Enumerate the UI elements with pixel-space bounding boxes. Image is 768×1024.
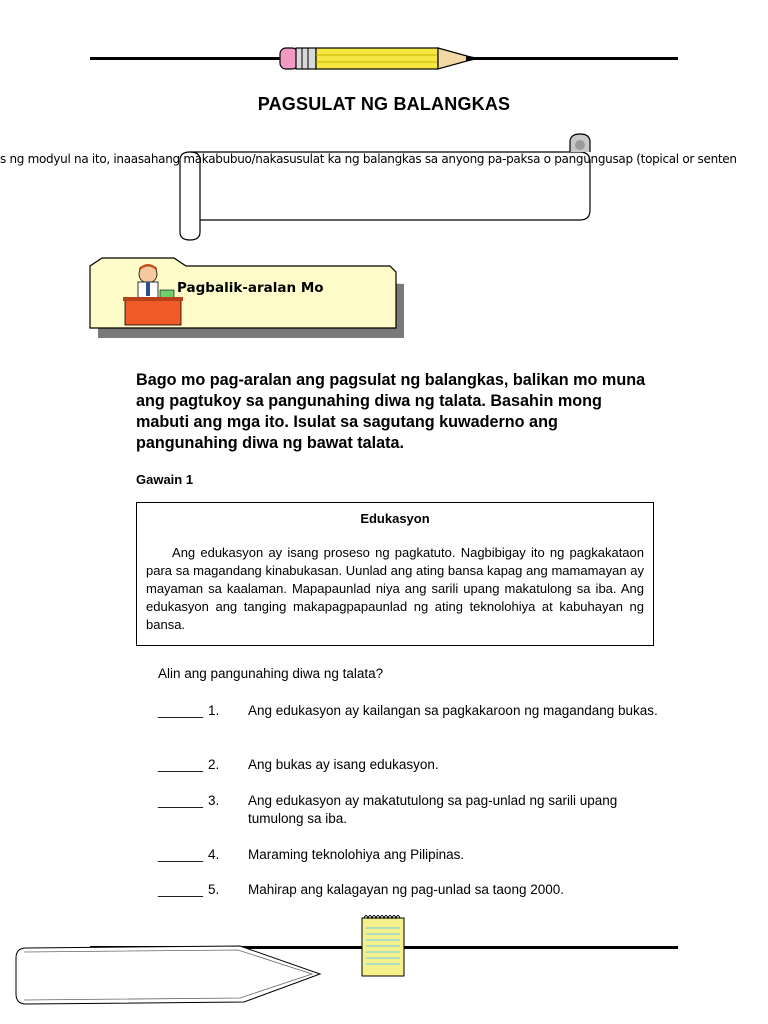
choice-text: Ang edukasyon ay kailangan sa pagkakaroon ng magandang bukas.	[248, 703, 658, 718]
passage-title: Edukasyon	[360, 511, 430, 526]
choice-text: Maraming teknolohiya ang Pilipinas.	[248, 847, 465, 862]
pencil-outline-icon	[12, 938, 332, 1010]
choice-text: Ang edukasyon ay makatutulong sa pag-unlad ng sarili upang tumulong sa iba.	[248, 793, 618, 826]
choice-number: 3.	[208, 793, 220, 808]
answer-blank[interactable]: ______	[158, 757, 204, 772]
choice-number: 1.	[208, 703, 220, 718]
review-label: Pagbalik-aralan Mo	[177, 280, 324, 296]
pencil-icon	[276, 44, 488, 74]
answer-blank[interactable]: ______	[158, 703, 204, 718]
scroll-banner	[176, 130, 594, 242]
objective-text: s ng modyul na ito, inaasahang makabubuo/nakasusulat ka ng balangkas sa anyong pa-paksa o pangungusap (topical or senten	[0, 152, 737, 166]
choice-number: 2.	[208, 757, 220, 772]
passage-body	[146, 544, 644, 634]
activity-label: Gawain 1	[136, 472, 194, 487]
answer-blank[interactable]: ______	[158, 882, 204, 897]
intro-instructions: Bago mo pag-aralan ang pagsulat ng balangkas, balikan mo muna ang pagtukoy sa pangunahing diwa ng talata. Basahin mong mabuti ang mga ito. Isulat sa sagutang kuwaderno ang pangunahing diwa ng bawat talata.	[136, 371, 646, 452]
answer-blank[interactable]: ______	[158, 847, 204, 862]
choice-text: Mahirap ang kalagayan ng pag-unlad sa taong 2000.	[248, 882, 564, 897]
choice-text: Ang bukas ay isang edukasyon.	[248, 757, 439, 772]
choice-number: 5.	[208, 882, 220, 897]
notepad-icon	[360, 912, 406, 978]
passage-box	[136, 502, 654, 646]
choice-number: 4.	[208, 847, 220, 862]
passage-body-text: Ang edukasyon ay isang proseso ng pagkatuto. Nagbibigay ito ng pagkakataon para sa magandang kinabukasan. Uunlad ang ating bansa kapag ang mamamayan ay mayaman sa kaalaman. Mapapaunlad niya ang sarili upang makatulong sa iba. Ang edukasyon ang tanging makapagpapaunlad ng ating teknolohiya at kabuhayan ng bansa.	[146, 545, 644, 632]
answer-blank[interactable]: ______	[158, 793, 204, 808]
question-text: Alin ang pangunahing diwa ng talata?	[158, 666, 384, 681]
page-title: PAGSULAT NG BALANGKAS	[257, 94, 511, 114]
